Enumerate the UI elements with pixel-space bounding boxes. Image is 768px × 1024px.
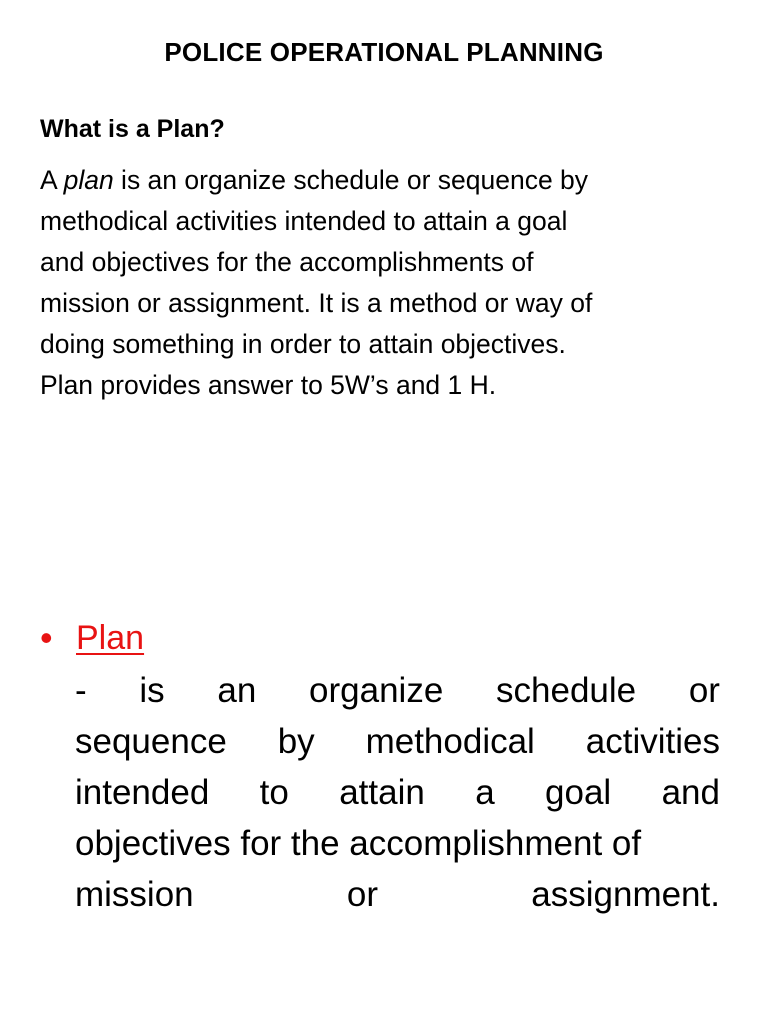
page-title: POLICE OPERATIONAL PLANNING bbox=[164, 37, 604, 67]
bullet-word: attain bbox=[339, 773, 425, 812]
bullet-word: is bbox=[139, 671, 165, 710]
bullet-word: objectives for the accomplishment of bbox=[75, 824, 642, 863]
bullet-word: activities bbox=[585, 722, 720, 761]
bullet-line-4 bbox=[75, 818, 720, 869]
bullet-word: - bbox=[75, 671, 87, 710]
definition-line-1 bbox=[40, 160, 740, 201]
bullet-word: sequence bbox=[75, 722, 227, 761]
definition-line-3: and objectives for the accomplishments of bbox=[40, 247, 534, 277]
definition-prefix: A bbox=[40, 165, 64, 195]
bullet-term: Plan bbox=[76, 619, 145, 657]
definition-paragraph bbox=[40, 160, 740, 406]
bullet-word: intended bbox=[75, 773, 210, 812]
bullet-word: methodical bbox=[365, 722, 535, 761]
bullet-word: to bbox=[259, 773, 289, 812]
bullet-word: by bbox=[277, 722, 315, 761]
definition-line-5: doing something in order to attain objectives. bbox=[40, 329, 566, 359]
bullet-word: a bbox=[475, 773, 495, 812]
bullet-word: goal bbox=[545, 773, 612, 812]
definition-line-1-text: is an organize schedule or sequence by bbox=[113, 165, 589, 195]
bullet-line-3 bbox=[75, 767, 720, 818]
bullet-word: assignment. bbox=[531, 875, 720, 914]
definition-term: plan bbox=[63, 165, 114, 195]
bullet-word: or bbox=[688, 671, 720, 710]
bullet-line-2 bbox=[75, 716, 720, 767]
definition-line-4: mission or assignment. It is a method or way of bbox=[40, 288, 593, 318]
bullet-line-1 bbox=[75, 665, 720, 716]
bullet-word: mission bbox=[75, 875, 194, 914]
bullet-word: organize bbox=[309, 671, 444, 710]
bullet-word: and bbox=[661, 773, 720, 812]
definition-line-2: methodical activities intended to attain a goal bbox=[40, 206, 568, 236]
bullet-line-5 bbox=[75, 869, 720, 920]
bullet-marker: • bbox=[40, 617, 53, 658]
slide-bullet bbox=[0, 512, 768, 1024]
bullet-word: or bbox=[346, 875, 379, 914]
bullet-word: schedule bbox=[496, 671, 637, 710]
bullet-word: an bbox=[217, 671, 257, 710]
definition-line-6: Plan provides answer to 5W’s and 1 H. bbox=[40, 370, 497, 400]
section-heading: What is a Plan? bbox=[40, 115, 225, 143]
bullet-description bbox=[75, 665, 720, 920]
